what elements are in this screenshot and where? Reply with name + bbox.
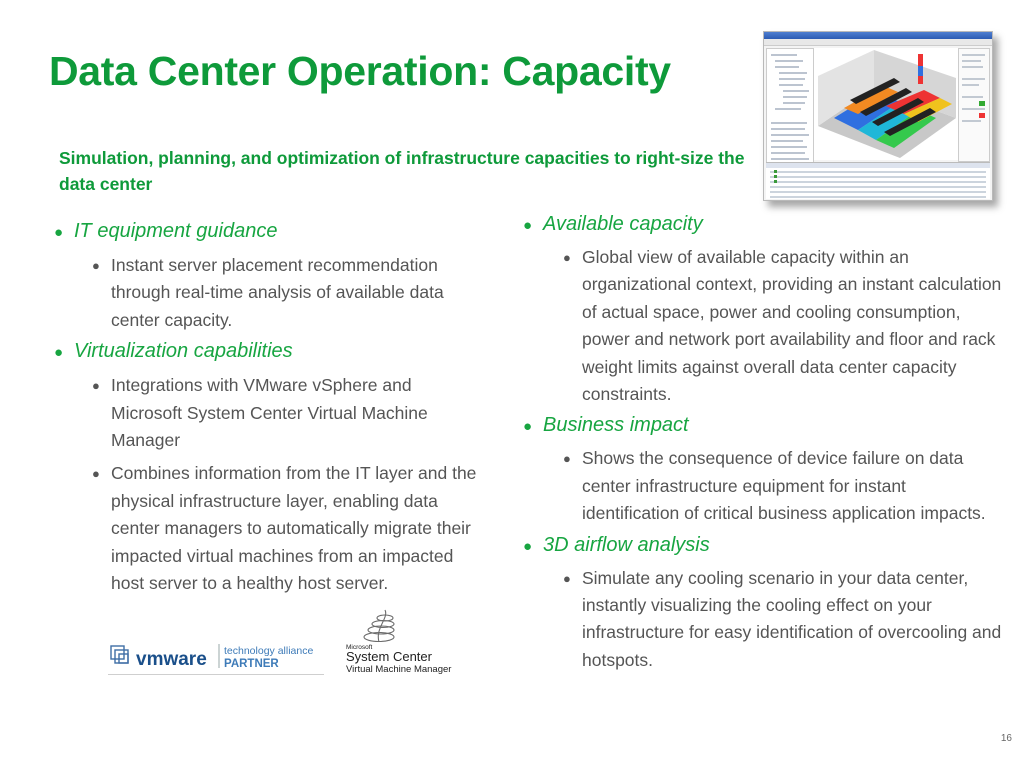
bullet-dot-icon: ● (523, 217, 533, 234)
screenshot-3d-view (814, 48, 958, 160)
bullet-virtualization (54, 338, 484, 366)
system-center-text: System Center (346, 649, 432, 664)
airflow-3d-graphic (814, 48, 958, 160)
table-rows-graphic (766, 163, 990, 199)
left-column (54, 214, 484, 597)
heading-virtualization: Virtualization capabilities (74, 340, 293, 363)
bullet-dot-icon: ● (92, 466, 100, 482)
sub-bullet (92, 372, 484, 454)
bullet-dot-icon: ● (563, 451, 571, 467)
heading-available-capacity: Available capacity (543, 213, 703, 235)
bullet-it-equipment (54, 218, 484, 246)
system-center-logo (345, 604, 469, 676)
bullet-dot-icon: ● (54, 344, 64, 362)
vmware-brand-text: vmware (136, 649, 207, 670)
software-screenshot (763, 31, 993, 201)
vmm-text: Virtual Machine Manager (346, 664, 452, 675)
screenshot-data-table (766, 162, 990, 199)
heading-business-impact: Business impact (543, 414, 689, 437)
vmware-logo-graphic (108, 634, 324, 674)
heading-3d-airflow: 3D airflow analysis (543, 533, 710, 556)
bullet-3d-airflow (523, 532, 1003, 560)
heading-it-equipment: IT equipment guidance (74, 220, 278, 242)
microsoft-text: Microsoft (346, 644, 373, 651)
bullet-dot-icon: ● (54, 224, 64, 241)
sub-bullet (563, 565, 1003, 675)
sub-bullet (92, 252, 484, 334)
bullet-dot-icon: ● (523, 537, 533, 555)
screenshot-menubar (764, 39, 992, 46)
slide-subtitle: Simulation, planning, and optimization of infrastructure capacities to right-size the data center (59, 148, 745, 194)
bullet-dot-icon: ● (92, 258, 100, 273)
bullet-dot-icon: ● (523, 418, 533, 436)
properties-lines-graphic (959, 49, 989, 161)
bullet-dot-icon: ● (563, 570, 571, 586)
sub-bullet (563, 445, 1003, 527)
bullet-dot-icon: ● (563, 250, 571, 265)
system-center-logo-graphic (345, 604, 469, 676)
sub-bullet-text: Integrations with VMware vSphere and Microsoft System Center Virtual Machine Manager (111, 375, 428, 451)
bullet-dot-icon: ● (92, 378, 100, 394)
bullet-available-capacity (523, 211, 1003, 239)
sub-bullet (563, 244, 1003, 408)
screenshot-titlebar (764, 32, 992, 39)
sub-bullet-text: Instant server placement recommendation through real-time analysis of available data center capacity. (111, 255, 444, 330)
page-number: 16 (1000, 733, 1012, 744)
sub-bullet-text: Combines information from the IT layer and the physical infrastructure layer, enabling data center managers to automatically migrate their impacted virtual machines from an impacted host server to a healthy host server. (111, 463, 477, 594)
slide-title: Data Center Operation: Capacity (49, 48, 671, 94)
bullet-business-impact (523, 412, 1003, 440)
sub-bullet-text: Shows the consequence of device failure on data center infrastructure equipment for instant identification of critical business application impacts. (582, 448, 986, 524)
vmware-alliance-text: technology alliance (224, 645, 314, 657)
vmware-partner-text: PARTNER (224, 658, 279, 670)
vmware-partner-logo (108, 634, 324, 675)
sub-bullet-text: Simulate any cooling scenario in your data center, instantly visualizing the cooling effect on your infrastructure for easy identification of overcooling and hotspots. (582, 567, 1002, 670)
right-column (523, 207, 1003, 674)
sub-bullet-text: Global view of available capacity within an organizational context, providing an instant calculation of actual space, power and cooling consumption, power and network port availability and floor and rack weight limits against overall data center capacity constraints. (582, 247, 1002, 405)
screenshot-properties-panel (958, 48, 990, 162)
sub-bullet (92, 460, 484, 597)
